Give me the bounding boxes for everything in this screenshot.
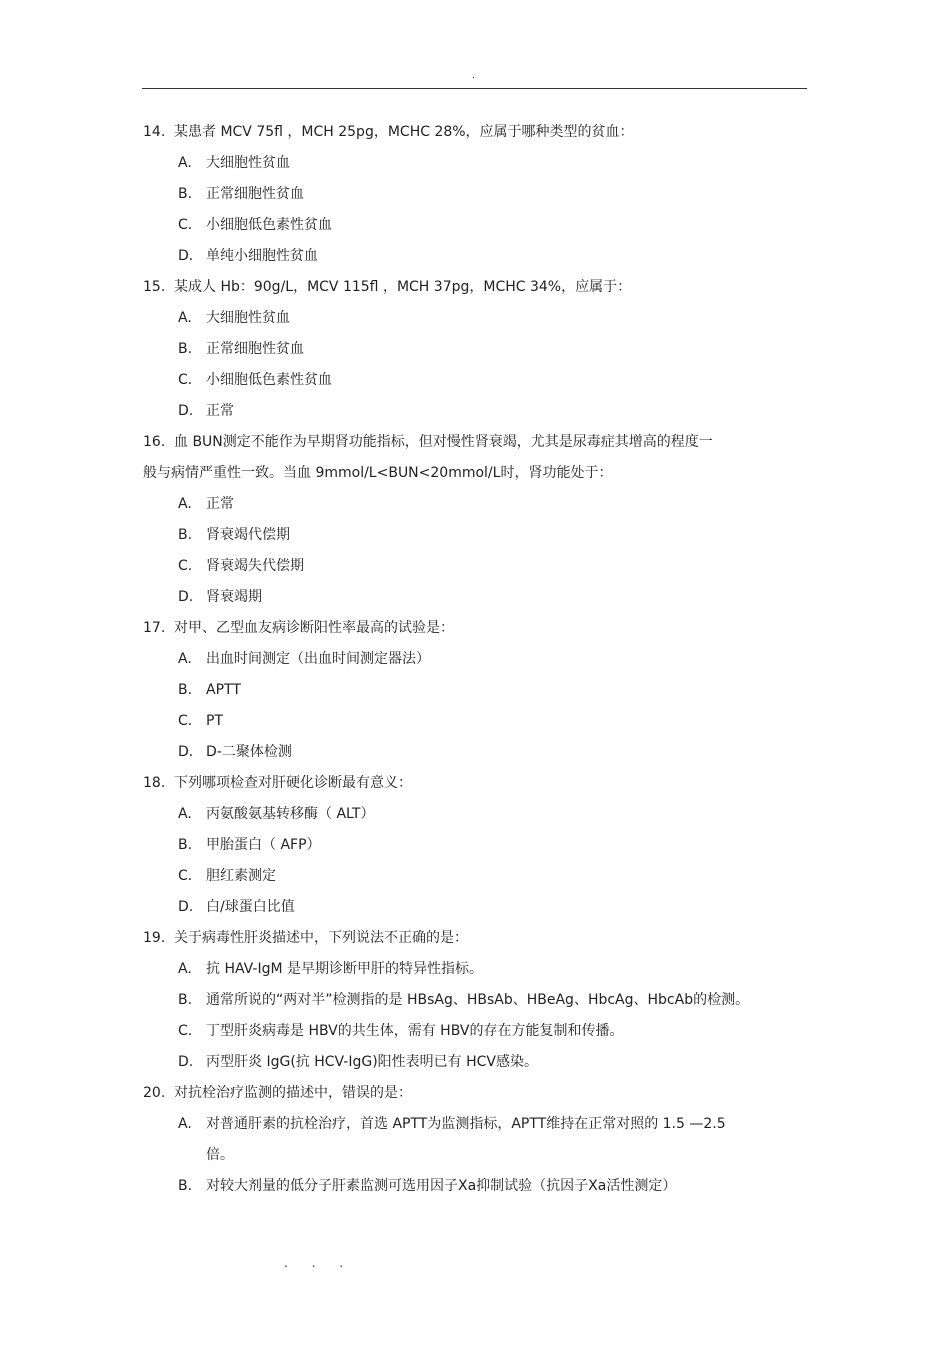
option-text: 大细胞性贫血 [206,155,290,171]
option-text: 肾衰竭代偿期 [206,527,290,543]
question-number: 14. [143,124,166,140]
question-stem [143,117,807,148]
option-b [143,830,807,861]
option-text: 丙型肝炎 IgG(抗 HCV-IgG)阳性表明已有 HCV感染。 [206,1054,538,1070]
option-d [143,892,807,923]
question-text: 某患者 MCV 75fl ，MCH 25pg，MCHC 28%，应属于哪种类型的贫血： [174,124,634,140]
option-text: 丙氨酸氨基转移酶（ ALT） [206,806,375,822]
option-d [143,1047,807,1078]
option-letter: D. [178,899,194,915]
question-stem [143,768,807,799]
question-17 [143,613,807,768]
question-stem [143,1078,807,1109]
option-text: 正常 [206,403,234,419]
option-letter: A. [178,1116,192,1132]
option-d [143,737,807,768]
option-text: 正常细胞性贫血 [206,186,304,202]
option-letter: A. [178,651,192,667]
option-c [143,861,807,892]
option-letter: A. [178,806,192,822]
option-text: APTT [206,682,241,698]
option-a [143,644,807,675]
option-letter: C. [178,713,193,729]
question-stem [143,923,807,954]
option-letter: B. [178,992,193,1008]
question-number: 18. [143,775,166,791]
option-a [143,489,807,520]
question-20 [143,1078,807,1202]
option-a [143,148,807,179]
question-text-continued: 般与病情严重性一致。当血 9mmol/L<BUN<20mmol/L时，肾功能处于： [143,465,613,481]
option-b [143,985,807,1016]
question-number: 15. [143,279,166,295]
question-18 [143,768,807,923]
option-text: 小细胞低色素性贫血 [206,217,332,233]
option-text: 出血时间测定（出血时间测定器法） [206,651,430,667]
option-text: PT [206,713,223,729]
option-b [143,179,807,210]
option-text: 对普通肝素的抗栓治疗，首选 APTT为监测指标，APTT维持在正常对照的 1.5 —2.5 [206,1116,726,1132]
footer-marks: . . . [284,1256,354,1270]
option-letter: A. [178,496,192,512]
option-letter: A. [178,310,192,326]
option-text: 通常所说的“两对半”检测指的是 HBsAg、HBsAb、HBeAg、HbcAg、HbcAb的检测。 [206,992,750,1008]
question-text: 对抗栓治疗监测的描述中，错误的是： [174,1085,412,1101]
option-letter: B. [178,1178,193,1194]
question-text: 对甲、乙型血友病诊断阳性率最高的试验是： [174,620,454,636]
option-text: 抗 HAV-IgM 是早期诊断甲肝的特异性指标。 [206,961,484,977]
option-text: 肾衰竭期 [206,589,262,605]
option-letter: B. [178,682,193,698]
question-14 [143,117,807,272]
question-number: 16. [143,434,166,450]
header-mark: . [472,70,476,81]
option-letter: C. [178,372,193,388]
question-list [143,117,807,1202]
option-a [143,1109,807,1171]
option-text: 对较大剂量的低分子肝素监测可选用因子Ⅹa抑制试验（抗因子Ⅹa活性测定） [206,1178,677,1194]
option-letter: C. [178,1023,193,1039]
question-16 [143,427,807,613]
option-text: 单纯小细胞性贫血 [206,248,318,264]
option-text: 小细胞低色素性贫血 [206,372,332,388]
option-letter: D. [178,744,194,760]
option-b [143,520,807,551]
option-letter: B. [178,527,193,543]
option-d [143,582,807,613]
option-letter: B. [178,186,193,202]
option-letter: D. [178,248,194,264]
option-letter: A. [178,961,192,977]
option-text: 胆红素测定 [206,868,276,884]
option-letter: C. [178,558,193,574]
option-b [143,1171,807,1202]
option-letter: C. [178,217,193,233]
question-number: 19. [143,930,166,946]
option-text: D-二聚体检测 [206,744,292,760]
option-c [143,210,807,241]
option-b [143,675,807,706]
header-rule [142,88,807,89]
option-a [143,303,807,334]
option-letter: A. [178,155,192,171]
option-d [143,241,807,272]
option-letter: D. [178,403,194,419]
option-c [143,365,807,396]
question-19 [143,923,807,1078]
option-text: 正常 [206,496,234,512]
option-d [143,396,807,427]
option-letter: D. [178,589,194,605]
question-stem [143,272,807,303]
option-text-continued: 倍。 [206,1147,234,1163]
question-stem [143,427,807,458]
question-number: 17. [143,620,166,636]
question-text: 血 BUN测定不能作为早期肾功能指标，但对慢性肾衰竭，尤其是尿毒症其增高的程度一 [174,434,713,450]
option-text: 甲胎蛋白（ AFP） [206,837,321,853]
question-text: 关于病毒性肝炎描述中，下列说法不正确的是： [174,930,468,946]
option-letter: D. [178,1054,194,1070]
question-text: 某成人 Hb：90g/L，MCV 115fl ，MCH 37pg，MCHC 34%，应属于： [174,279,632,295]
option-c [143,1016,807,1047]
option-text: 白/球蛋白比值 [206,899,295,915]
question-number: 20. [143,1085,166,1101]
option-a [143,954,807,985]
option-c [143,551,807,582]
option-letter: B. [178,837,193,853]
question-15 [143,272,807,427]
option-letter: B. [178,341,193,357]
question-text: 下列哪项检查对肝硬化诊断最有意义： [174,775,412,791]
option-c [143,706,807,737]
question-stem [143,613,807,644]
option-text: 正常细胞性贫血 [206,341,304,357]
option-a [143,799,807,830]
option-b [143,334,807,365]
option-letter: C. [178,868,193,884]
option-text: 丁型肝炎病毒是 HBV的共生体，需有 HBV的存在方能复制和传播。 [206,1023,624,1039]
option-text: 肾衰竭失代偿期 [206,558,304,574]
option-text: 大细胞性贫血 [206,310,290,326]
